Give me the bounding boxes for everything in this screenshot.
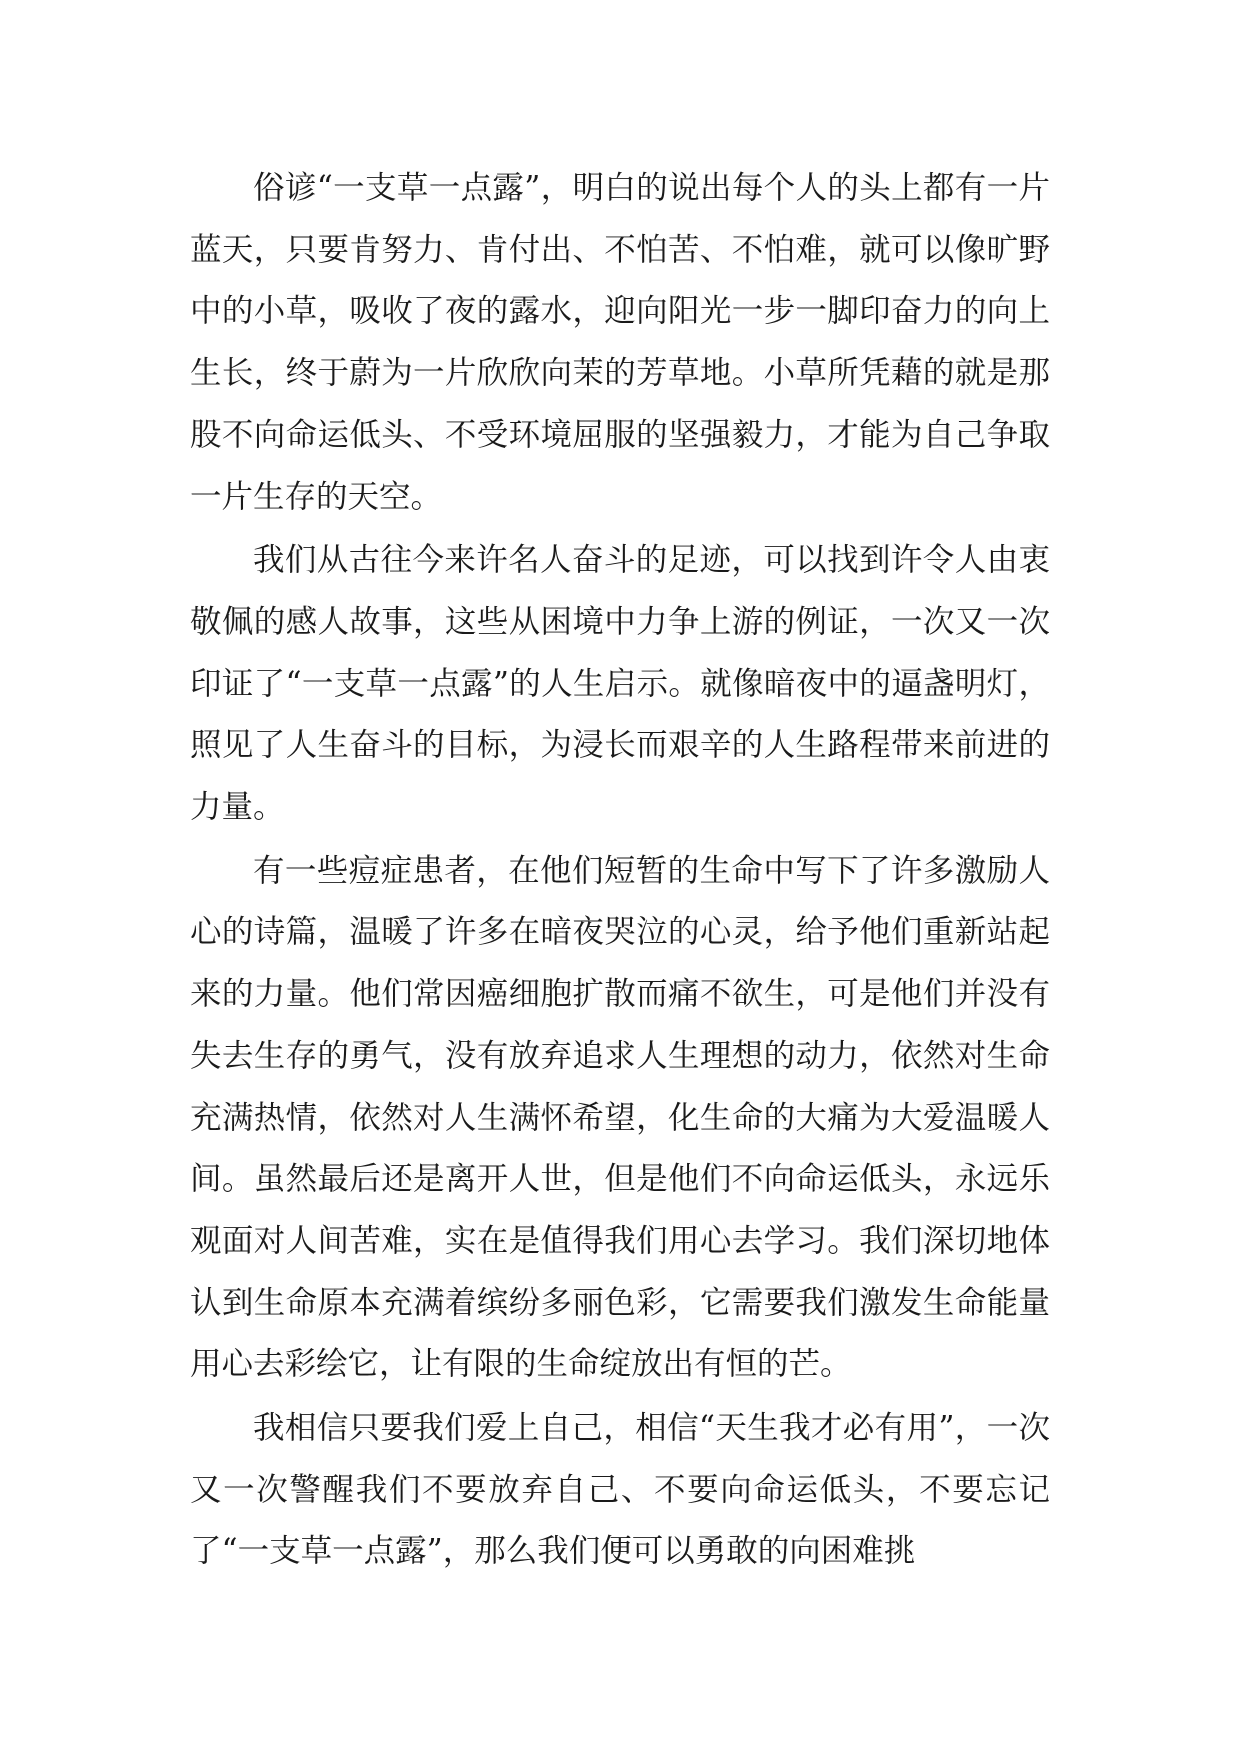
- paragraph-4: 我相信只要我们爱上自己，相信“天生我才必有用”，一次又一次警醒我们不要放弃自己、不要向命运低头，不要忘记了“一支草一点露”，那么我们便可以勇敢的向困难挑: [190, 1410, 1050, 1570]
- paragraph-2: 我们从古往今来许名人奋斗的足迹，可以找到许令人由衷敬佩的感人故事，这些从困境中力争上游的例证，一次又一次印证了“一支草一点露”的人生启示。就像暗夜中的逼盏明灯，照见了人生奋斗的目标，为浸长而艰辛的人生路程带来前进的力量。: [190, 542, 1050, 826]
- paragraph-3: 有一些痘症患者，在他们短暂的生命中写下了许多激励人心的诗篇，温暖了许多在暗夜哭泣的心灵，给予他们重新站起来的力量。他们常因癌细胞扩散而痛不欲生，可是他们并没有失去生存的勇气，没有放弃追求人生理想的动力，依然对生命充满热情，依然对人生满怀希望，化生命的大痛为大爱温暖人间。虽然最后还是离开人世，但是他们不向命运低头，永远乐观面对人间苦难，实在是值得我们用心去学习。我们深切地体认到生命原本充满着缤纷多丽色彩，它需要我们激发生命能量用心去彩绘它，让有限的生命绽放出有恒的芒。: [190, 852, 1050, 1383]
- paragraph-1: 俗谚“一支草一点露”，明白的说出每个人的头上都有一片蓝天，只要肯努力、肯付出、不怕苦、不怕难，就可以像旷野中的小草，吸收了夜的露水，迎向阳光一步一脚印奋力的向上生长，终于蔚为一片欣欣向茉的芳草地。小草所凭藉的就是那股不向命运低头、不受环境屈服的坚强毅力，才能为自己争取一片生存的天空。: [190, 170, 1050, 515]
- document-body: [190, 158, 1050, 1583]
